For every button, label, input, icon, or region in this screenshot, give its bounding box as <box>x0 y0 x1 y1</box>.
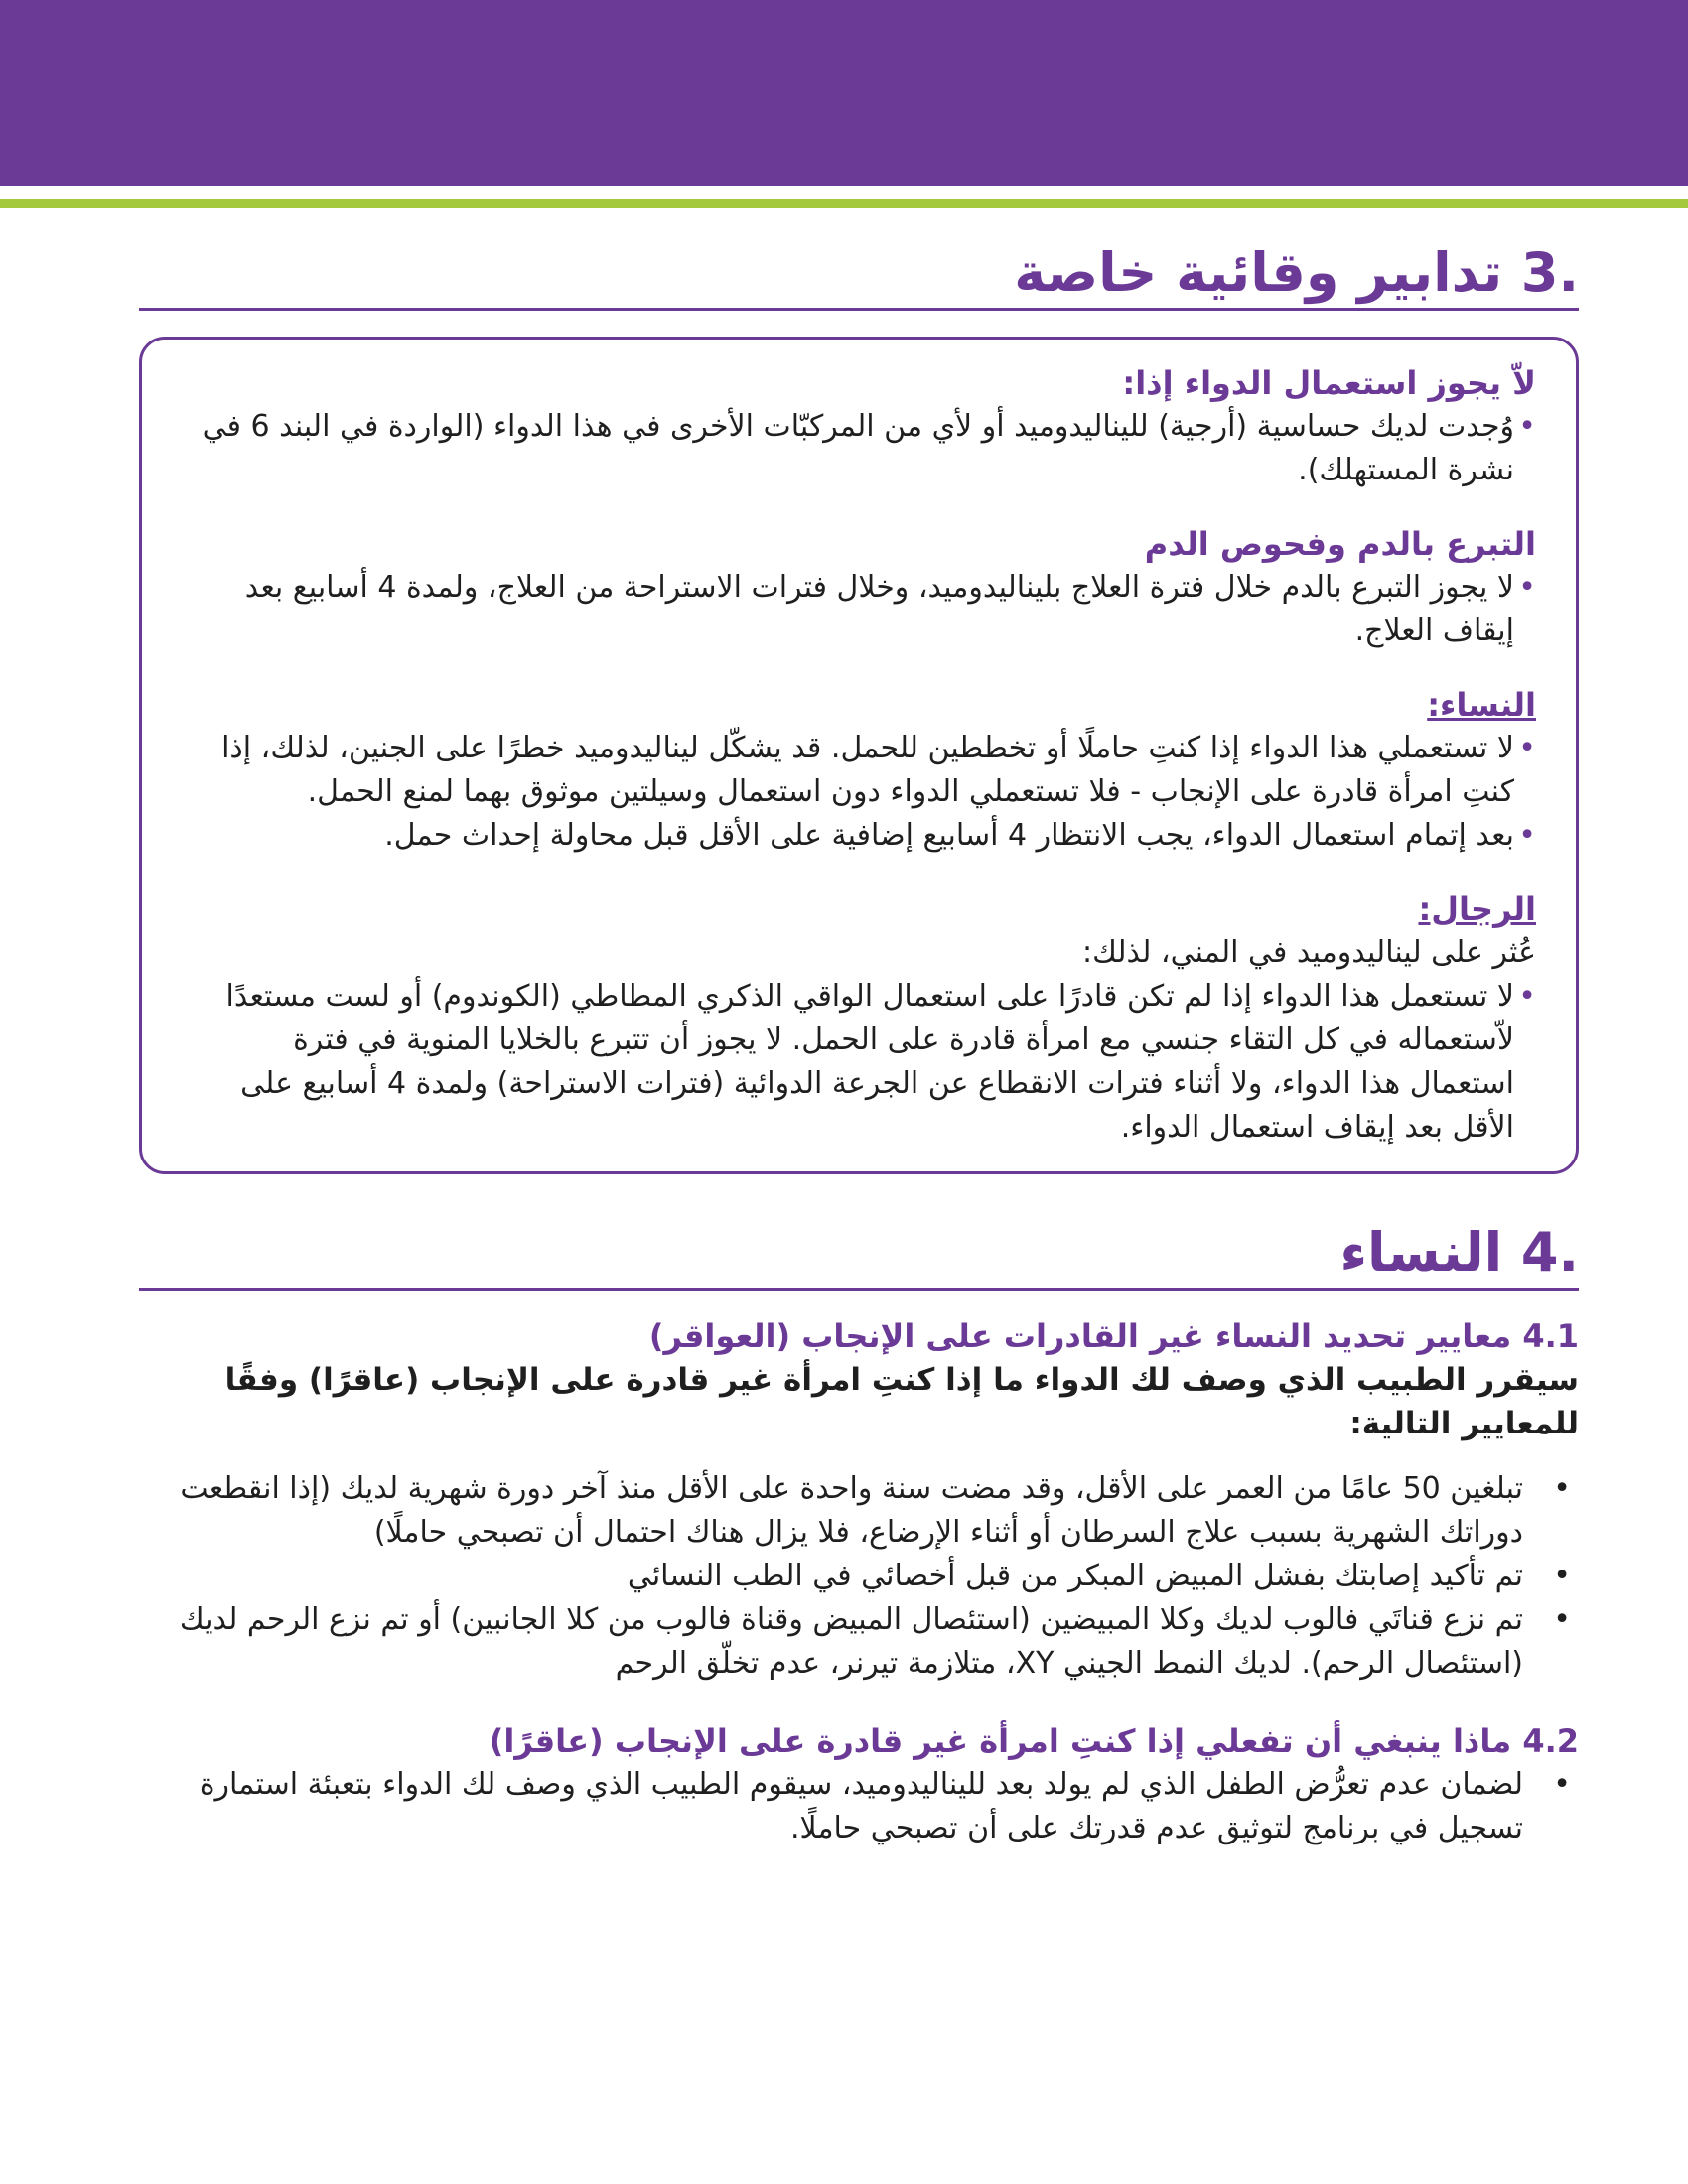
list-item: • لا تستعمل هذا الدواء إذا لم تكن قادرًا على استعمال الواقي الذكري المطاطي (الكوندوم) أو لست مستعدًا لاّستعماله في كل التقاء جنسي مع امرأة قادرة على الحمل. لا يجوز أن تتبرع بالخلايا المنوية في فترة استعمال هذا الدواء، ولا أثناء فترات الانقطاع عن الجرعة الدوائية (فترات الاستراحة) ولمدة 4 أسابيع على الأقل بعد إيقاف استعمال الدواء. <box>182 975 1536 1150</box>
block-do-not-use <box>182 361 1536 492</box>
do-not-use-list <box>182 405 1536 492</box>
block-women <box>182 683 1536 858</box>
list-item: • تم نزع قناتَي فالوب لديك وكلا المبيضين (استئصال المبيض وقناة فالوب من كلا الجانبين) أو تم نزع الرحم لديك (استئصال الرحم). لديك النمط الجيني XY، متلازمة تيرنر، عدم تخلّق الرحم <box>139 1598 1579 1686</box>
top-color-band <box>0 0 1688 186</box>
green-divider <box>0 199 1688 208</box>
subsection-4-1-intro: سيقرر الطبيب الذي وصف لك الدواء ما إذا كنتِ امرأة غير قادرة على الإنجاب (عاقرًا) وفقًا للمعايير التالية: <box>224 1362 1579 1441</box>
criteria-list <box>139 1467 1579 1686</box>
blood-donation-heading: التبرع بالدم وفحوص الدم <box>1144 525 1536 563</box>
block-blood-donation <box>182 522 1536 653</box>
women-list <box>182 727 1536 858</box>
list-item: • لضمان عدم تعرُّض الطفل الذي لم يولد بعد للينال​يدوميد، سيقوم الطبيب الذي وصف لك الدواء بتعبئة استمارة تسجيل في برنامج لتوثيق عدم قدرتك على أن تصبحي حاملًا. <box>139 1763 1579 1850</box>
section-4 <box>139 1218 1579 1850</box>
do-not-use-heading: لاّ يجوز استعمال الدواء إذا: <box>1122 364 1536 402</box>
subsection-4-1-heading: 4.1 معايير تحديد النساء غير القادرات على الإنجاب (العواقر) <box>648 1317 1579 1355</box>
list-item: • تبلغين 50 عامًا من العمر على الأقل، وقد مضت سنة واحدة على الأقل منذ آخر دورة شهرية لديك (إذا انقطعت دوراتك الشهرية بسبب علاج السرطان أو أثناء الإرضاع، فلا يزال هناك احتمال أن تصبحي حاملًا) <box>139 1467 1579 1555</box>
men-intro: عُثر على لينال​يدوميد في المني، لذلك: <box>1081 935 1536 970</box>
page-content <box>139 238 1579 1850</box>
list-item: • بعد إتمام استعمال الدواء، يجب الانتظار 4 أسابيع إضافية على الأقل قبل محاولة إحداث حمل. <box>182 814 1536 858</box>
list-item: • لا تستعملي هذا الدواء إذا كنتِ حاملًا أو تخططين للحمل. قد يشكّل لينال​يدوميد خطرًا على الجنين، لذلك، إذا كنتِ امرأة قادرة على الإنجاب - فلا تستعملي الدواء دون استعمال وسيلتين موثوق بهما لمنع الحمل. <box>182 727 1536 814</box>
men-list <box>182 975 1536 1150</box>
women-heading: النساء: <box>1427 686 1536 724</box>
list-item: • تم تأكيد إصابتك بفشل المبيض المبكر من قبل أخصائي في الطب النسائي <box>139 1555 1579 1598</box>
subsection-4-2-list <box>139 1763 1579 1850</box>
precautions-box <box>139 337 1579 1174</box>
men-heading: الرجال: <box>1418 890 1536 928</box>
blood-donation-list <box>182 566 1536 653</box>
section-4-title: .4 النساء <box>139 1218 1579 1291</box>
section-3-title: .3 تدابير وقائية خاصة <box>139 238 1579 311</box>
list-item: • وُجدت لديك حساسية (أرجية) للينال​يدوميد أو لأي من المركبّات الأخرى في هذا الدواء (الواردة في البند 6 في نشرة المستهلك). <box>182 405 1536 492</box>
block-men <box>182 887 1536 1150</box>
subsection-4-2-heading: 4.2 ماذا ينبغي أن تفعلي إذا كنتِ امرأة غير قادرة على الإنجاب (عاقرًا) <box>489 1722 1579 1760</box>
list-item: • لا يجوز التبرع بالدم خلال فترة العلاج بلينال​يدوميد، وخلال فترات الاستراحة من العلاج، ولمدة 4 أسابيع بعد إيقاف العلاج. <box>182 566 1536 653</box>
